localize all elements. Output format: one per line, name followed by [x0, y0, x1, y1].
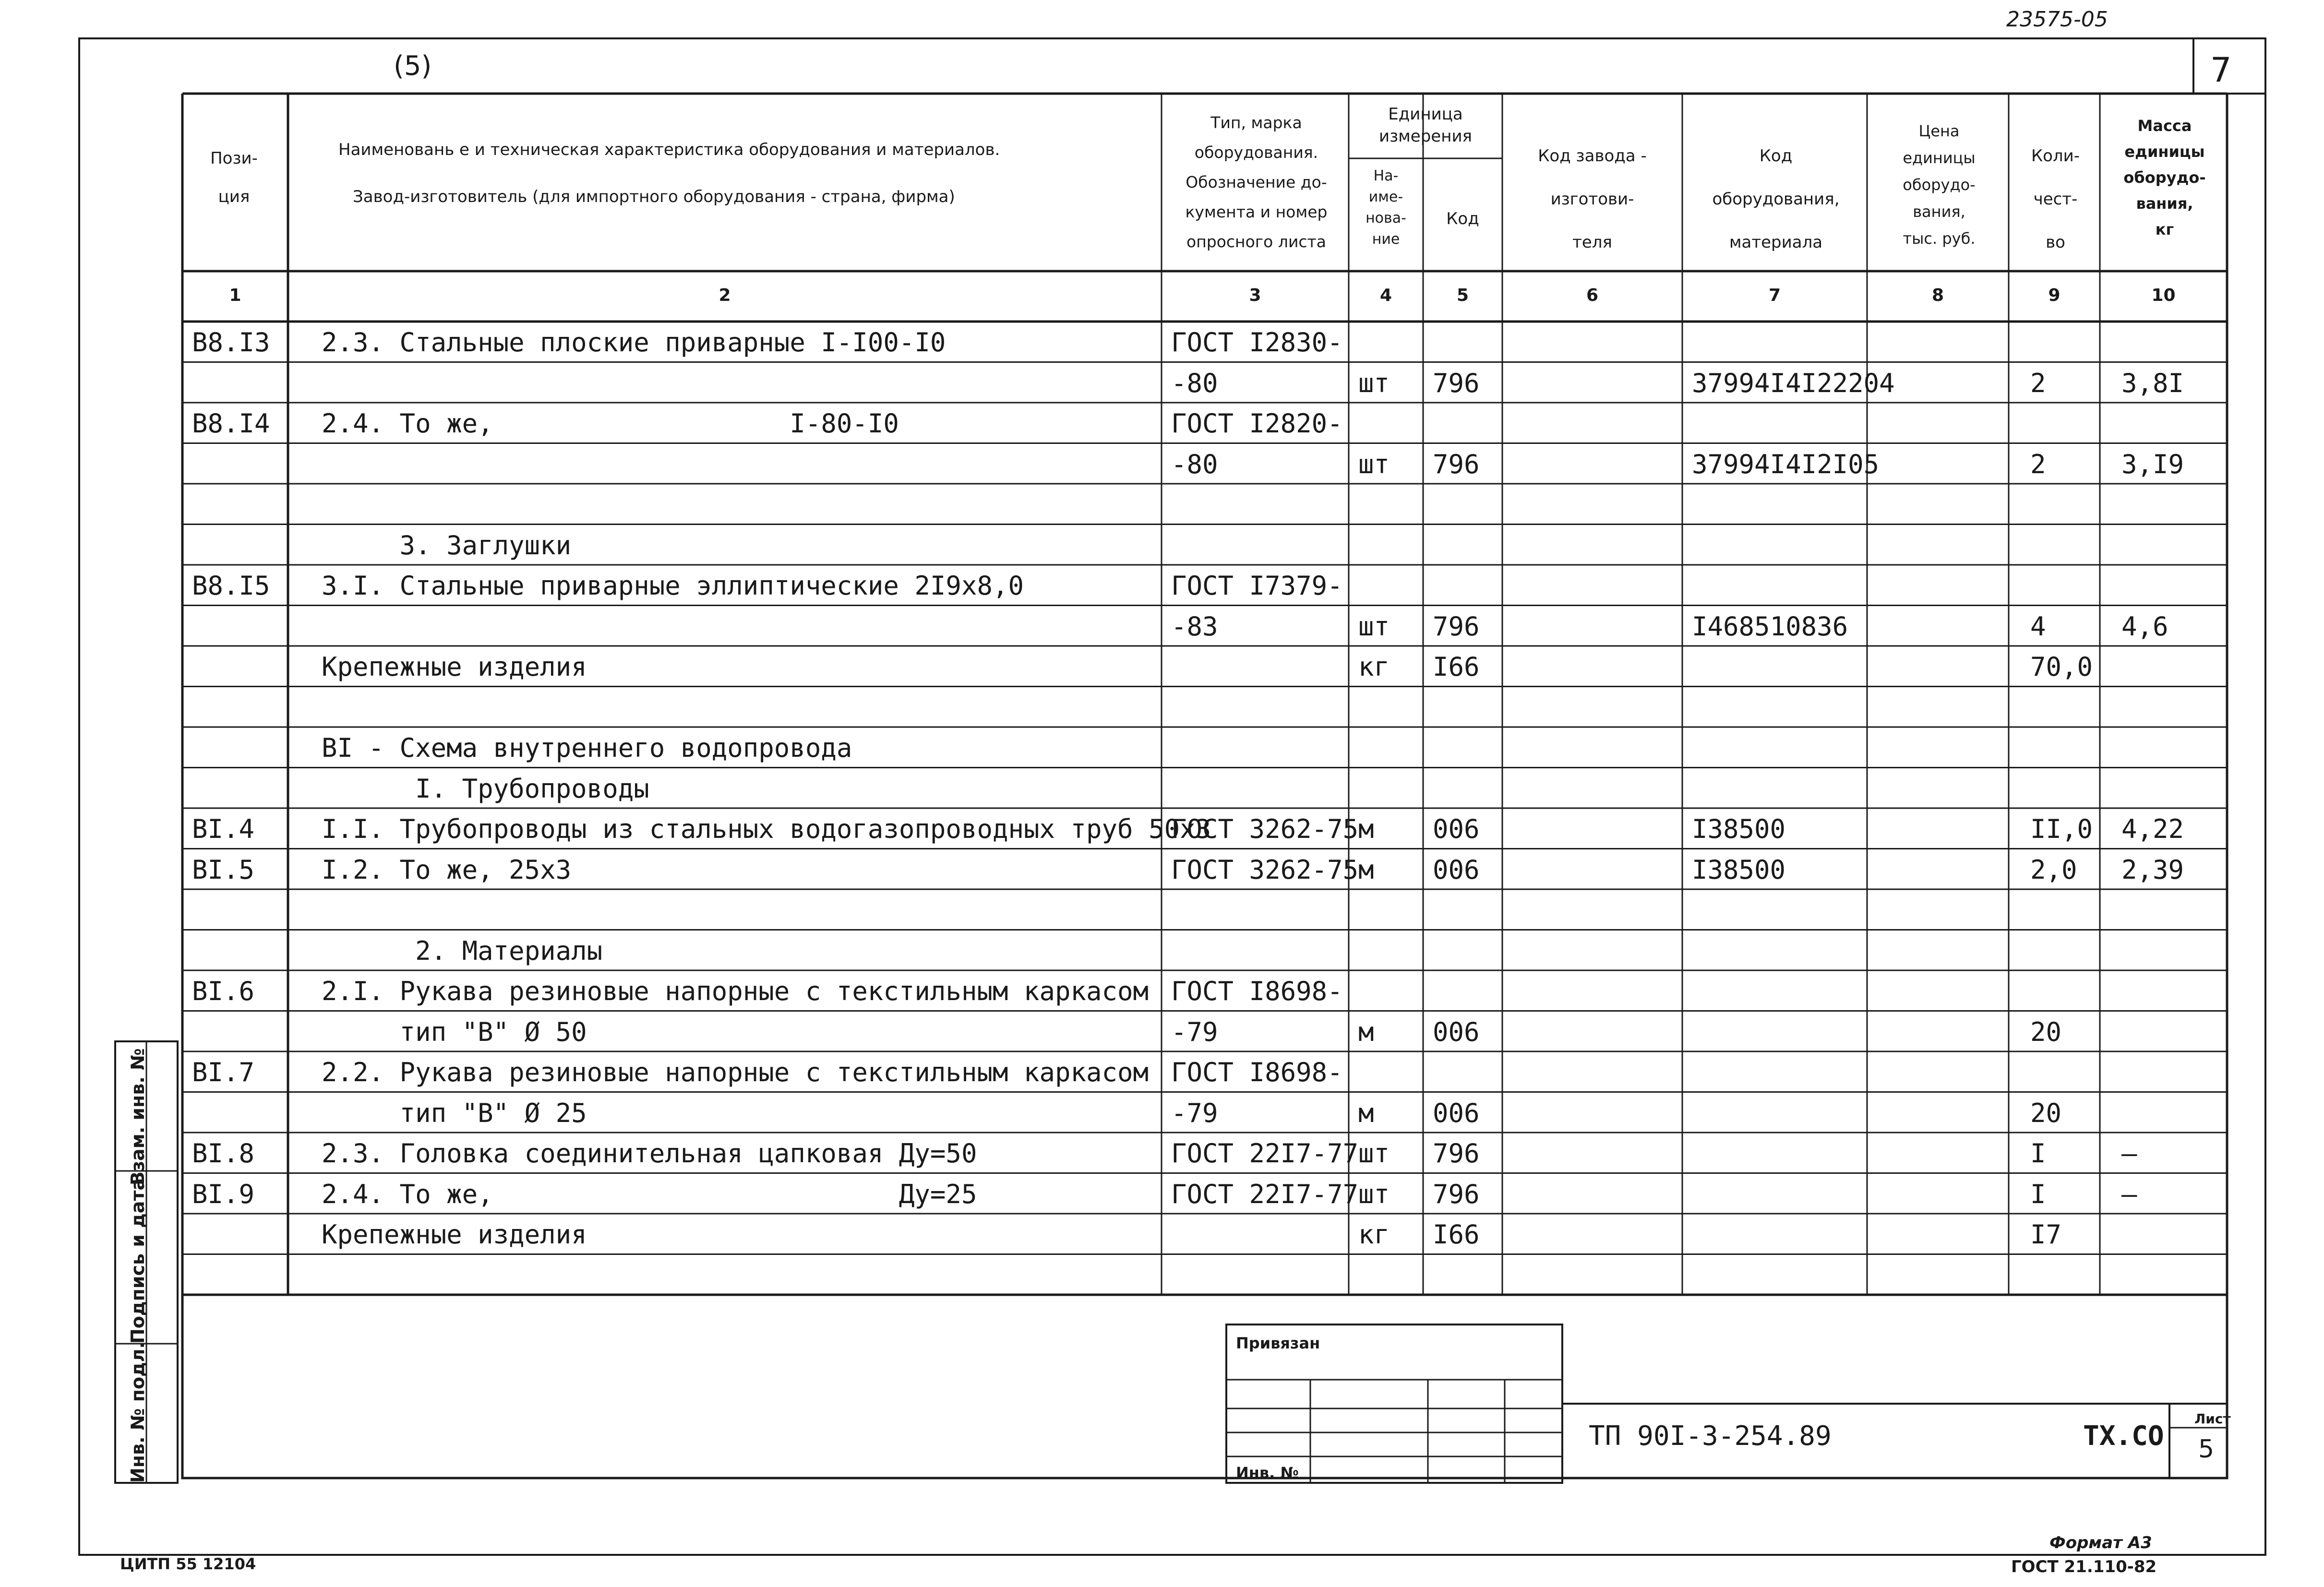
cell-qty: 2 [2030, 368, 2046, 398]
cell-name: 2.4. То же, I-80-I0 [322, 408, 899, 439]
cell-code: 796 [1433, 611, 1480, 642]
cell-name: 2.3. Стальные плоские приварные I-I00-I0 [322, 327, 946, 358]
column-number: 9 [2048, 286, 2060, 305]
cell-code: 006 [1433, 1098, 1480, 1128]
cell-unit: м [1358, 1098, 1374, 1128]
cell-qty: 20 [2030, 1098, 2062, 1128]
cell-pos: В8.I4 [192, 408, 270, 439]
doc-mark: ТХ.СО [2083, 1420, 2164, 1452]
cell-type: -79 [1171, 1016, 1218, 1047]
sheet-number-top: 7 [2210, 50, 2232, 90]
cell-qty: 2 [2030, 449, 2046, 479]
project-code: ТП 90I-3-254.89 [1589, 1420, 1832, 1452]
column-number: 7 [1768, 286, 1781, 305]
cell-name: ВI - Схема внутреннего водопровода [322, 733, 852, 763]
cell-code: 006 [1433, 854, 1480, 885]
cell-pos: ВI.8 [192, 1138, 255, 1169]
cell-name: 2. Материалы [322, 935, 603, 966]
cell-type: ГОСТ 3262-75 [1171, 854, 1359, 885]
cell-unit: шт [1358, 449, 1390, 479]
cell-type: ГОСТ 3262-75 [1171, 814, 1359, 844]
cell-name: 3. Заглушки [322, 530, 572, 561]
side-stamp-vzam-inv: Взам. инв. № [127, 1048, 148, 1185]
header-quantity: Коли- чест- во [2031, 146, 2080, 252]
cell-type: ГОСТ I8698- [1171, 976, 1343, 1006]
cell-pos: ВI.4 [192, 814, 255, 844]
cell-qty: 20 [2030, 1016, 2062, 1047]
cell-mass: 3,I9 [2121, 449, 2184, 479]
column-number: 5 [1456, 286, 1469, 305]
cell-qty: II,0 [2030, 814, 2093, 844]
side-stamp-podpis-data: Подпись и дата [127, 1178, 148, 1344]
cell-pos: В8.I5 [192, 571, 270, 601]
sheet-value: 5 [2198, 1435, 2215, 1464]
cell-unit: шт [1358, 1138, 1390, 1169]
footer-format: Формат A3 [2049, 1533, 2152, 1552]
column-number: 1 [229, 286, 241, 305]
cell-code: I66 [1433, 1219, 1480, 1250]
cell-mass: – [2121, 1179, 2137, 1209]
header-unit-group: Единица измерения [1378, 105, 1473, 146]
side-stamp-inv-podl: Инв. № подл. [127, 1341, 148, 1483]
column-number: 3 [1249, 286, 1261, 305]
cell-code: 796 [1433, 449, 1480, 479]
cell-unit: кг [1358, 652, 1390, 682]
header-position: Пози- ция [210, 149, 258, 206]
header-mass: Масса единицы оборудо- вания, кг [2123, 117, 2206, 239]
title-block-area [182, 1295, 2227, 1478]
cell-name: I.2. То же, 25х3 [322, 854, 572, 885]
cell-code: 006 [1433, 814, 1480, 844]
cell-qty: 4 [2030, 611, 2046, 642]
cell-qty: I [2030, 1179, 2046, 1209]
cell-type: -80 [1171, 368, 1218, 398]
cell-type: -83 [1171, 611, 1218, 642]
cell-name: тип "В" Ø 50 [322, 1016, 587, 1047]
cell-qty: I7 [2030, 1219, 2062, 1250]
cell-type: ГОСТ I7379- [1171, 571, 1343, 601]
header-name-line1: Наименовань е и техническая характеристика оборудования и материалов. [338, 140, 1000, 159]
cell-mass: – [2121, 1138, 2137, 1169]
cell-qty: 70,0 [2030, 652, 2093, 682]
cell-name: I.I. Трубопроводы из стальных водогазопроводных труб 50х3 [322, 814, 1211, 844]
cell-pos: ВI.6 [192, 976, 255, 1006]
cell-type: ГОСТ I2830- [1171, 327, 1343, 358]
cell-type: -80 [1171, 449, 1218, 479]
cell-equip: 37994I4I2I05 [1692, 449, 1880, 479]
cell-name: 2.4. То же, Ду=25 [322, 1179, 977, 1209]
cell-unit: м [1358, 854, 1374, 885]
cell-code: 796 [1433, 368, 1480, 398]
cell-type: -79 [1171, 1098, 1218, 1128]
cell-name: Крепежные изделия [322, 652, 587, 682]
sheet-label: Лист [2194, 1411, 2231, 1427]
header-factory-code: Код завода - изготови- теля [1538, 146, 1647, 252]
column-number: 4 [1379, 286, 1392, 305]
cell-type: ГОСТ 22I7-77 [1171, 1179, 1359, 1209]
cell-qty: 2,0 [2030, 854, 2077, 885]
cell-qty: I [2030, 1138, 2046, 1169]
cell-name: 2.2. Рукава резиновые напорные с текстильным каркасом [322, 1057, 1149, 1087]
header-name-line2: Завод-изготовитель (для импортного оборудования - страна, фирма) [353, 187, 955, 206]
column-number: 10 [2151, 286, 2176, 305]
header-unit-code: Код [1446, 209, 1479, 228]
footer-gost: ГОСТ 21.110-82 [2011, 1557, 2157, 1576]
column-number: 8 [1931, 286, 1944, 305]
cell-mass: 3,8I [2121, 368, 2184, 398]
cell-type: ГОСТ 22I7-77 [1171, 1138, 1359, 1169]
section-number: (5) [394, 50, 432, 82]
cell-equip: I38500 [1692, 854, 1786, 885]
cell-mass: 4,22 [2121, 814, 2184, 844]
cell-unit: шт [1358, 611, 1390, 642]
cell-mass: 2,39 [2121, 854, 2184, 885]
cell-code: I66 [1433, 652, 1480, 682]
header-price: Цена единицы оборудо- вания, тыс. руб. [1903, 122, 1976, 248]
cell-type: ГОСТ I2820- [1171, 408, 1343, 439]
cell-type: ГОСТ I8698- [1171, 1057, 1343, 1087]
cell-name: тип "В" Ø 25 [322, 1098, 587, 1128]
cell-unit: шт [1358, 1179, 1390, 1209]
cell-code: 796 [1433, 1179, 1480, 1209]
cell-unit: шт [1358, 368, 1390, 398]
cell-unit: кг [1358, 1219, 1390, 1250]
cell-equip: I468510836 [1692, 611, 1848, 642]
cell-code: 796 [1433, 1138, 1480, 1169]
cell-pos: В8.I3 [192, 327, 270, 358]
corner-code: 23575-05 [2006, 7, 2108, 32]
cell-mass: 4,6 [2121, 611, 2168, 642]
cell-equip: 37994I4I22204 [1692, 368, 1895, 398]
cell-name: 2.3. Головка соединительная цапковая Ду=50 [322, 1138, 977, 1169]
column-number: 6 [1586, 286, 1599, 305]
stamp-inv-label: Инв. № [1236, 1464, 1299, 1482]
cell-pos: ВI.7 [192, 1057, 255, 1087]
cell-pos: ВI.9 [192, 1179, 255, 1209]
cell-pos: ВI.5 [192, 854, 255, 885]
cell-unit: м [1358, 814, 1374, 844]
cell-equip: I38500 [1692, 814, 1786, 844]
cell-unit: м [1358, 1016, 1374, 1047]
header-unit-name: На- име- нова- ние [1366, 167, 1406, 248]
cell-name: 2.I. Рукава резиновые напорные с текстильным каркасом [322, 976, 1149, 1006]
header-equipment-code: Код оборудования, материала [1712, 146, 1840, 252]
stamp-tied-label: Привязан [1236, 1334, 1320, 1352]
column-number: 2 [719, 286, 731, 305]
header-type: Тип, марка оборудования. Обозначение до- кумента и номер опросного листа [1185, 113, 1328, 251]
footer-left-code: ЦИТП 55 12104 [120, 1555, 256, 1573]
cell-name: Крепежные изделия [322, 1219, 587, 1250]
cell-code: 006 [1433, 1016, 1480, 1047]
cell-name: 3.I. Стальные приварные эллиптические 2I9х8,0 [322, 571, 1024, 601]
cell-name: I. Трубопроводы [322, 773, 649, 804]
